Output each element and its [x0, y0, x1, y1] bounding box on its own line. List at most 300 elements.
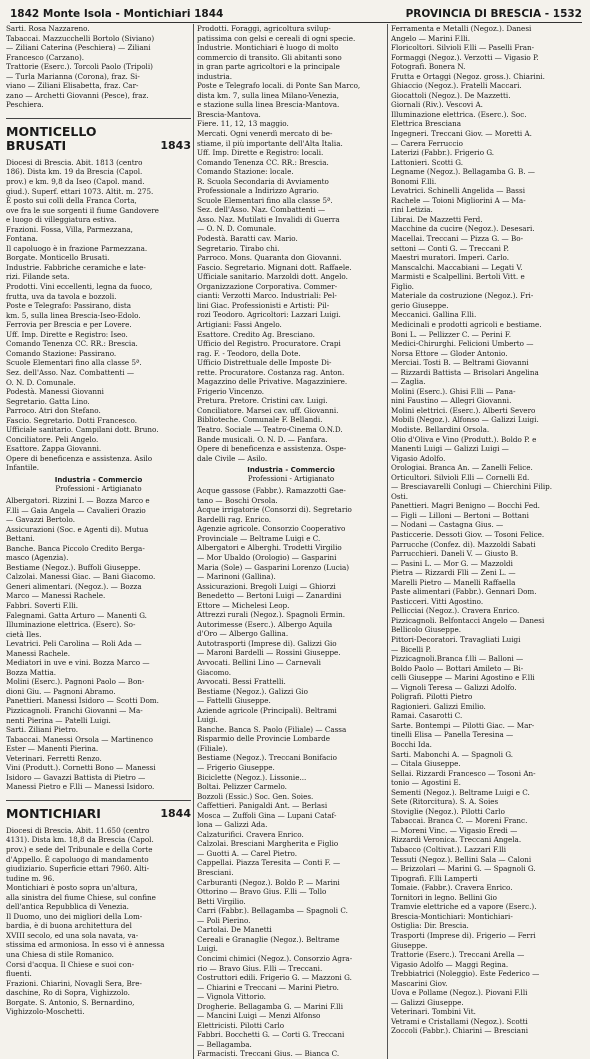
text-line: Orologiai. Branca An. — Zanelli Felice. [391, 463, 533, 473]
text-line: XVIII secolo, ed una sola navata, va- [6, 930, 139, 940]
monte-isola-tail [6, 24, 191, 110]
text-line: Panettieri. Manessi Isidoro — Scotti Dom. [6, 696, 159, 706]
section-heading: Industria - Commercio [247, 466, 335, 475]
text-line: Teatro. Sociale — Teatro-Cinema O.N.D. [197, 424, 343, 434]
text-line: Risparmio delle Provincie Lombarde [197, 734, 330, 744]
text-line: Frutta e Ortaggi (Negoz. gross.). Chiarini. [391, 71, 545, 81]
text-line: Esattore. Zappa Giovanni. [6, 444, 102, 454]
text-line: Luigi. [197, 715, 218, 725]
text-line: viano — Ziliani Elisabetta, fraz. Car- [6, 81, 139, 91]
text-line: Tabaccai. Mazzucchelli Bortolo (Siviano) [6, 33, 155, 43]
text-line: Marco — Manessi Rachele. [6, 591, 106, 601]
text-line: Borgate. Monticello Brusati. [6, 253, 110, 263]
text-line: giudiziario. Superficie ettari 7960. Alti- [6, 864, 150, 874]
text-line: Professionale a Indirizzo Agrario. [197, 186, 319, 196]
montichiari-description [6, 826, 191, 1017]
text-line: Olio d'Oliva e Vino (Produtt.). Boldo P. e [391, 434, 537, 444]
text-line: Tessuti (Negoz.). Bellini Sala — Caloni [391, 854, 532, 864]
text-line: Boltai. Pelizzer Carmelo. [197, 782, 287, 792]
text-line: Marmisti e Scalpellini. Bertoli Vitt. e [391, 272, 525, 282]
place-number: 1843 [160, 138, 191, 152]
text-line: Formaggi (Negoz.). Verzotti — Vigasio P. [391, 52, 539, 62]
text-line: R. Scuola Secondaria di Avviamento [197, 176, 329, 186]
text-line: Angelo — Marini F.lli. [391, 33, 470, 43]
text-line: Brescia-Mantova. [197, 109, 261, 119]
text-line: tinelli Elisa — Panella Teresina — [391, 730, 514, 740]
text-line: Conciliatore. Marsei cav. uff. Giovanni. [197, 405, 339, 415]
text-line: Molini elettrici. (Eserc.). Alberti Severo [391, 405, 536, 415]
text-line: giud.). Superf. ettari 1073. Altit. m. 275. [6, 186, 154, 196]
place-name: MONTICHIARI [6, 805, 101, 821]
text-line: dista km. 7, sulla linea Milano-Venezia, [197, 90, 339, 100]
text-line: Modiste. Bellardini Orsola. [391, 424, 490, 434]
text-line: Artigiani: Fassi Angelo. [197, 319, 282, 329]
text-line: Vigasio Adolfo — Maggi Regina. [391, 959, 509, 969]
text-line: rini Letizia. [391, 205, 433, 215]
text-line: — Bellagamba. [197, 1039, 252, 1049]
text-line: — Frigerio Giuseppe. [197, 763, 275, 773]
text-line: Prodotti. Vini eccellenti, legna da fuoco, [6, 282, 153, 292]
text-line: — Brizzolari — Marini G. — Spagnoli G. [391, 864, 536, 874]
text-line: Ingegneri. Treccani Giov. — Moretti A. [391, 129, 532, 139]
text-line: — Chiarini e Treccani — Marini Pietro. [197, 982, 339, 992]
text-line: Pasticceri. Vitti Agostino. [391, 596, 484, 606]
text-line: Medicinali e prodotti agricoli e bestiame. [391, 319, 542, 329]
text-line: Comando Stazione: locale. [197, 167, 294, 177]
text-line: 186). Dista km. 19 da Brescia (Capol. [6, 167, 143, 177]
text-line: Mosca — Zuffoli Gina — Lupani Cataf- [197, 810, 337, 820]
header-left: 1842 Monte Isola - Montichiari 1844 [10, 8, 224, 20]
text-line: Bellicolo Giuseppe. [391, 625, 462, 635]
text-line: stiame, il più importante dell'Alta Italia. [197, 138, 343, 148]
text-line: Mascarini Giov. [391, 978, 448, 988]
text-line: Ferrovia per Brescia e per Lovere. [6, 320, 132, 330]
text-line: Levatrici. Peli Carolina — Roli Ada — [6, 639, 142, 649]
text-line: Fascio. Segretario. Mignani dott. Raffaele. [197, 262, 352, 272]
text-line: lini Giac. Professionisti e Artisti: Pil- [197, 300, 330, 310]
text-line: Manscalchi. Maccabiani — Legati V. [391, 262, 523, 272]
text-line: Assicurazioni. Bregoli Luigi — Ghiorzi [197, 581, 336, 591]
text-line: Bestiame (Negoz.). Buffoli Giuseppe. [6, 562, 141, 572]
text-line: Meccanici. Gallina F.lli. [391, 310, 477, 320]
text-line: stissima ed armoniosa. In esso vi è annessa [6, 940, 165, 950]
text-line: Comando Tenenza CC. RR.: Brescia. [6, 339, 138, 349]
text-line: Rachele — Toioni Migliorini A — Ma- [391, 195, 526, 205]
text-line: Aziende agricole (Principali). Beltrami [197, 705, 337, 715]
text-line: Osti. [391, 491, 409, 501]
text-line: — Marinoni (Gallina). [197, 572, 276, 582]
text-line: Farmacisti. Treccani Gius. — Bianca C. [197, 1049, 340, 1059]
text-line: lona — Galizzi Ada. [197, 820, 268, 830]
text-line: Bestiame (Negoz.). Galizzi Gio [197, 686, 308, 696]
text-line: Corsi d'acqua. Il Chiese e suoi con- [6, 959, 135, 969]
text-line: Poste e Telegrafo locali. di Ponte San Marco, [197, 81, 361, 91]
text-line: una Chiesa di stile Romanico. [6, 950, 114, 960]
text-line: patissima con gelsi e cereali di ogni specie. [197, 33, 356, 43]
text-line: Poligrafi. Pilotti Pietro [391, 692, 473, 702]
text-line: Mercati. Ogni venerdì mercato di be- [197, 129, 333, 139]
text-line: tonio — Agostini E. [391, 778, 461, 788]
text-line: 4131). Dista km. 18,8 da Brescia (Capol. [6, 835, 154, 845]
text-line: Librai. De Mazzetti Ferd. [391, 214, 483, 224]
text-line: Bozza Mattia. [6, 667, 57, 677]
text-line: Tabaccai. Manessi Orsola — Martinenco [6, 734, 153, 744]
monticello-officials [6, 387, 191, 473]
text-line: Elettrica Bresciana [391, 119, 462, 129]
text-line: d'Oro — Albergo Gallina. [197, 629, 289, 639]
text-line: F.lli — Gaia Angela — Cavalieri Orazio [6, 505, 146, 515]
text-line: Poste e Telegrafo: Passirano, dista [6, 301, 132, 311]
place-name: MONTICELLO BRUSATI [6, 123, 97, 153]
text-line: Merciai. Tosti B. — Beltrami Giovanni [391, 358, 529, 368]
text-line: Pizzicagnoli.Branca f.lli — Balloni — [391, 654, 524, 664]
text-line: Bonomi F.lli. [391, 176, 437, 186]
text-line: Frazioni. Chiarini, Novagli Sera, Bre- [6, 978, 142, 988]
text-line: Bestiame (Negoz.). Treccani Bonifacio [197, 753, 337, 763]
text-line: Fontana. [6, 234, 38, 244]
text-line: Fiere. 11, 12, 13 maggio. [197, 119, 289, 129]
text-line: Biciclette (Negoz.). Lissonie... [197, 772, 307, 782]
text-line: Pasticcerie. Dessoti Giov. — Tosoni Felice. [391, 529, 545, 539]
text-line: — Vignoli Teresa — Galizzi Adolfo. [391, 682, 517, 692]
text-line: Parroco. Atri don Stefano. [6, 406, 101, 416]
section-heading: Industria - Commercio [54, 475, 143, 484]
text-line: — Ziliani Caterina (Peschiera) — Ziliani [6, 43, 151, 53]
text-line: Carburanti (Negoz.). Boldo P. — Marini [197, 877, 340, 887]
text-line: Brescia-Montichiari: Montichiari- [391, 911, 513, 921]
text-line: Tipografi. F.lli Lamperti [391, 873, 478, 883]
text-line: — O. N. D. Comunale. [197, 224, 277, 234]
text-line: Montichiari è posto sopra un'altura, [6, 883, 138, 893]
text-line: Betti Virgilio. [197, 896, 246, 906]
text-line: Biblioteche. Comunale F. Bellandi. [197, 415, 323, 425]
text-line: Segretario. Tirabo chi. [197, 243, 280, 253]
text-line: Bozzoli (Essic.) Soc. Gen. Soies. [197, 791, 314, 801]
text-line: Lattonieri. Scotti G. [391, 157, 464, 167]
text-line: rette. Procuratore. Costanza rag. Anton. [197, 367, 345, 377]
text-line: Ufficio del Registro. Procuratore. Crapi [197, 339, 341, 349]
text-line: Veterinari. Tombini Vit. [391, 1007, 476, 1017]
text-line: Uff. Imp. Dirette e Registro: locali. [197, 148, 324, 158]
text-line: Infantile. [6, 463, 40, 473]
text-line: Diocesi di Brescia. Abit. 11.650 (centro [6, 825, 150, 835]
text-line: Mediatori in uve e vini. Bozza Marco — [6, 658, 150, 668]
text-line: Isidoro — Gavazzi Battista di Pietro — [6, 772, 146, 782]
column-3 [391, 24, 584, 1059]
text-line: Il capoluogo è in frazione Parmezzana. [6, 243, 148, 253]
text-line: Asso. Naz. Mutilati e Invalidi di Guerra [197, 214, 340, 224]
text-line: Comando Tenenza CC. RR.: Brescia. [197, 157, 329, 167]
text-line: Levatrici. Schinelli Angelida — Bassi [391, 186, 525, 196]
text-line: Podestà. Baratti cav. Mario. [197, 234, 298, 244]
text-line: Albergatori. Rizzini I. — Bozza Marco e [6, 495, 150, 505]
text-line: Trasporti (Imprese di). Frigerio — Ferri [391, 930, 536, 940]
text-line: Provinciale — Beltrame Luigi e C. [197, 533, 321, 543]
text-line: — Galizzi Giuseppe. [391, 997, 464, 1007]
text-line: tudine m. 96. [6, 873, 55, 883]
montichiari-info [197, 24, 385, 463]
text-line: tano — Boschi Orsola. [197, 495, 278, 505]
text-line: — Bicelli P. [391, 644, 432, 654]
text-line: — Zaglia. [391, 377, 426, 387]
text-line: e luogo di villeggiatura estiva. [6, 215, 117, 225]
text-line: Sez. dell'Asso. Naz. Combattenti — [197, 205, 326, 215]
place-title-monticello-brusati [6, 118, 191, 153]
text-line: Rizzardi Veronica. Treccani Angela. [391, 835, 522, 845]
header-province: PROVINCIA DI BRESCIA [405, 8, 542, 20]
page-header [10, 6, 582, 23]
text-line: ove fra le sue sorgenti il fiume Gandovere [6, 205, 159, 215]
text-line: Fabbri. Bocchetti G. — Corti G. Treccani [197, 1030, 345, 1040]
text-line: — Poli Pierino. [197, 915, 251, 925]
text-line: — Guotti A. — Carel Pietro. [197, 848, 298, 858]
text-line: Opere di beneficenza e assistenza. Ospe- [197, 444, 347, 454]
text-line: Peschiera. [6, 100, 44, 110]
text-line: d'Appello. È capoluogo di mandamento [6, 854, 149, 864]
text-line: Pizzicagnoli. Belfontacci Angelo — Danesi [391, 615, 545, 625]
text-line: Industrie. Montichiari è luogo di molto [197, 43, 339, 53]
text-line: Avvocati. Bessi Frattelli. [197, 677, 286, 687]
text-line: Comando Stazione: Passirano. [6, 348, 117, 358]
text-line: fluenti. [6, 969, 32, 979]
text-line: Segretario. Gatta Lino. [6, 396, 90, 406]
text-line: Manessi Rachele. [6, 648, 71, 658]
text-line: Giacomo. [197, 667, 231, 677]
text-line: gerio Giuseppe. [391, 300, 449, 310]
text-line: Fabbri. Soverti F.lli. [6, 600, 79, 610]
text-line: Bettani. [6, 534, 35, 544]
text-line: Frazioni. Fossa, Villa, Parmezzana, [6, 224, 133, 234]
text-line: Giuseppe. [391, 940, 428, 950]
text-line: Parrucchieri. Daneli V. — Giusto B. [391, 549, 519, 559]
text-line: Bresciani. [197, 868, 234, 878]
text-line: Sarti. Mabonchi A. — Spagnoli G. [391, 749, 514, 759]
text-line: nenti Pierina — Patelli Luigi. [6, 715, 111, 725]
text-line: Ettore — Michelesi Leop. [197, 600, 290, 610]
text-line: Frigerio Vincenzo. [197, 386, 265, 396]
text-line: — Fattelli Giuseppe. [197, 696, 271, 706]
text-line: — Rizzardi Battista — Brisolari Angelina [391, 367, 539, 377]
text-line: Manessi Pietro e F.lli — Manessi Isidoro. [6, 782, 155, 792]
text-line: Illuminazione elettrica. (Eserc). So- [6, 620, 136, 630]
text-line: Trebbiatrici (Noleggio). Este Federico — [391, 969, 540, 979]
text-line: Luigi. [197, 944, 218, 954]
text-line: Boldo Paolo — Bottari Amileto — Bi- [391, 663, 524, 673]
section-subheading: Professioni - Artigianato [247, 475, 335, 484]
text-line: Francesco (Carzano). [6, 52, 85, 62]
text-line: (Filiale). [197, 743, 228, 753]
text-line: Esattore. Credito Ag. Bresciano. [197, 329, 315, 339]
text-line: — Moreni Vinc. — Vigasio Eredi — [391, 825, 518, 835]
text-line: Acque gassose (Fabbr.). Ramazzotti Gae- [197, 486, 346, 496]
text-line: — Turla Marianna (Corona), fraz. Si- [6, 71, 140, 81]
text-line: Conciliatore. Peli Angelo. [6, 434, 99, 444]
text-line: Ufficiale sanitario. Campilani dott. Bruno. [6, 425, 159, 435]
text-line: Pittori-Decoratori. Travagliati Luigi [391, 635, 521, 644]
text-line: Fotografi. Bonera N. [391, 62, 466, 72]
column-2 [197, 24, 385, 1059]
text-line: Magazzino delle Privative. Magazziniere. [197, 377, 348, 387]
text-line: Pizzicagnoli. Franchi Giovanni — Ma- [6, 706, 143, 715]
text-line: — Bresciavarelli Conlugi — Chierchini Filip. [391, 482, 553, 492]
text-line: Il Duomo, uno dei migliori della Lom- [6, 911, 143, 921]
text-line: Industrie. Fabbriche ceramiche e late- [6, 262, 146, 272]
text-line: — Maroni Bardelli — Rossini Giuseppe. [197, 648, 341, 658]
text-line: Illuminazione elettrica. (Eserc.). Soc. [391, 109, 527, 119]
place-title-montichiari [6, 800, 191, 821]
text-line: — Nodani — Castagna Gius. — [391, 520, 504, 530]
text-line: Opere di beneficenza e assistenza. Asilo [6, 453, 153, 463]
text-line: Cereali e Granaglie (Negoz.). Beltrame [197, 934, 340, 944]
column-1 [6, 24, 191, 1059]
text-line: in gran parte agricoltori e la principale [197, 62, 340, 72]
text-line: Veterinari. Ferretti Renzo. [6, 753, 102, 763]
text-line: Stoviglie (Negoz.). Pilotti Carlo [391, 806, 505, 816]
monticello-description [6, 158, 191, 387]
text-line: Macellai. Treccani — Pizza G. — Bo- [391, 234, 524, 244]
text-line: Bocchi Ida. [391, 740, 432, 750]
header-right [406, 8, 582, 20]
section-subheading: Professioni - Artigianato [55, 484, 142, 493]
place-number: 1844 [160, 806, 191, 820]
text-line: settoni — Conti G. — Treccani P. [391, 243, 509, 253]
text-line: Calzolai. Bresciani Margherita e Figlio [197, 839, 339, 849]
text-line: Laterizi (Fabbr.). Frigerio G. [391, 148, 495, 158]
text-line: Orticultori. Silvioli F.lli — Cornelli Ed. [391, 472, 530, 482]
text-line: Marelli Pietro — Manelli Raffaella [391, 577, 516, 587]
text-line: commercio di transito. Gli abitanti sono [197, 52, 342, 62]
text-line: Concimi chimici (Negoz.). Consorzio Agra- [197, 953, 353, 963]
text-line: Costruttori edili. Frigerio G. — Mazzoni G. [197, 973, 352, 983]
text-line: Assicurazioni (Soc. e Agenti di). Mutua [6, 524, 149, 534]
text-line: Ostiglia: Dir. Brescia. [391, 921, 469, 931]
text-line: Zoccoli (Fabbr.). Chiarini — Bresciani [391, 1026, 529, 1036]
text-line: km. 5, sulla linea Brescia-Iseo-Edolo. [6, 310, 141, 320]
text-line: Drogherie. Bellagamba G. — Marini F.lli [197, 1001, 344, 1011]
text-line: Podestà. Manessi Giovanni [6, 387, 104, 397]
text-line: Tornitori in legno. Bellini Gio [391, 892, 497, 902]
text-line: È posto sui colli della Franca Corta, [6, 196, 137, 206]
text-line: bardia, è di buona architettura del [6, 921, 132, 931]
text-line: — Mor Ubaldo (Orologio) — Gasparini [197, 552, 337, 562]
three-column-body [6, 24, 586, 1059]
text-line: O. N. D. Comunale. [6, 377, 76, 387]
text-line: Medici-Chirurghi. Felicioni Umberto — [391, 339, 534, 349]
text-line: Materiale da costruzione (Negoz.). Fri- [391, 291, 534, 301]
text-line: Molini (Eserc.). Pagnoni Paolo — Bon- [6, 677, 145, 687]
text-line: Ragionieri. Galizzi Emilio. [391, 701, 486, 711]
text-line: nini Faustino — Allegri Giovanni. [391, 396, 512, 406]
text-line: Caffettieri. Panigaldi Ant. — Berlasi [197, 801, 328, 811]
text-line: Banche. Banca Piccolo Credito Berga- [6, 543, 145, 553]
text-line: Vini (Produtt.). Cornetti Bono — Manessi [6, 763, 156, 773]
text-line: rozi Teodoro. Agricoltori: Lazzari Luigi. [197, 310, 341, 320]
text-line: cianti: Verzotti Marco. Industriali: Pel- [197, 291, 337, 301]
text-line: Tomaie. (Fabbr.). Cravera Enrico. [391, 883, 513, 893]
text-line: rizi. Filande seta. [6, 272, 70, 282]
text-line: zano — Archetti Giovanni (Pesce), fraz. [6, 90, 149, 100]
text-line: Tabaccai. Branca C. — Moreni Franc. [391, 816, 528, 826]
text-line: Tramvie elettriche ed a vapore (Eserc.). [391, 902, 537, 912]
text-line: Acque irrigatorie (Consorzi di). Segretario [197, 505, 352, 515]
text-line: — Mancini Luigi — Menzi Alfonso [197, 1011, 321, 1021]
text-line: Maestri muratori. Imperi. Carlo. [391, 253, 509, 263]
text-line: Sete (Ritorcitura). S. A. Soies [391, 797, 499, 807]
text-line: rio — Bravo Gius. F.lli — Treccani. [197, 963, 323, 973]
montichiari-trades-continued [391, 24, 584, 1036]
text-line: Carri (Fabbr.). Bellagamba — Spagnoli C. [197, 906, 348, 916]
text-line: Albergatori e Alberghi. Trodetti Virgilio [197, 543, 342, 553]
montichiari-trades [197, 486, 385, 1059]
text-line: Pellicciai (Negoz.). Cravera Enrico. [391, 606, 520, 616]
text-line: Diocesi di Brescia. Abit. 1813 (centro [6, 157, 143, 167]
text-line: Molini (Eserc.). Ghisi F.lli — Pana- [391, 386, 516, 396]
text-line: — Carera Ferruccio [391, 138, 463, 148]
text-line: Ufficio Distrettuale delle Imposte Di- [197, 358, 332, 368]
text-line: frutta, uva da tavola e bozzoli. [6, 291, 117, 301]
text-line: celli Giuseppe — Marini Agostino e F.lli [391, 673, 535, 683]
text-line: — Pasini L. — Mor G. — Mazzoldi [391, 558, 513, 568]
text-line: Pietra — Rizzardi Flli — Zeni L. — [391, 568, 516, 578]
text-line: Borgate. S. Antonio, S. Bernardino, [6, 997, 135, 1007]
text-line: dell'antica Repubblica di Venezia. [6, 902, 129, 912]
text-line: Cartolai. De Manetti [197, 925, 272, 935]
text-line: Sarti. Rosa Nazzareno. [6, 24, 90, 33]
text-line: Sellai. Rizzardi Francesco — Tosoni An- [391, 768, 536, 778]
text-line: Vetrami e Cristallami (Negoz.). Scotti [391, 1016, 528, 1026]
text-line: Boni L. — Pellizzer C. — Perini F. [391, 329, 511, 339]
text-line: Fascio. Segretario. Dotti Francesco. [6, 415, 137, 425]
text-line: — Gavazzi Bertolo. [6, 515, 75, 525]
text-line: Parroco. Mons. Quaranta don Giovanni. [197, 253, 342, 263]
text-line: Calzaturifici. Cravera Enrico. [197, 829, 304, 839]
text-line: Mobili (Negoz.). Alfonso — Galizzi Luigi. [391, 415, 539, 425]
text-line: Vigasio Adolfo. [391, 453, 446, 463]
text-line: Norsa Ettore — Gloder Antonio. [391, 348, 508, 358]
text-line: Panettieri. Magri Benigno — Bocchi Fed. [391, 501, 540, 511]
text-line: Prodotti. Foraggi, agricoltura svilup- [197, 24, 331, 33]
text-line: Trattorie (Eserc.). Treccani Arella — [391, 950, 525, 960]
text-line: Ghiaccio (Negoz.). Fratelli Maccari. [391, 81, 522, 91]
text-line: — Vignola Vittorio. [197, 992, 266, 1002]
text-line: cietà Iles. [6, 629, 42, 639]
text-line: Calzolai. Manessi Giac. — Bani Giacomo. [6, 572, 156, 582]
text-line: Scuole Elementari fino alla classe 5ª. [6, 358, 142, 368]
text-line: Paste alimentari (Fabbr.). Gennari Dom. [391, 587, 537, 597]
text-line: industria. [197, 71, 233, 81]
text-line: Manenti Luigi — Galizzi Luigi — [391, 444, 509, 454]
text-line: Legname (Negoz.). Bellagamba G. B. — [391, 167, 535, 177]
text-line: Macchine da cucire (Negoz.). Desesari. [391, 224, 535, 234]
text-line: dale Civile — Asilo. [197, 453, 268, 463]
text-line: Sez. dell'Asso. Naz. Combattenti — [6, 367, 135, 377]
text-line: Avvocati. Bellini Lino — Carnevali [197, 658, 321, 667]
text-line: Ramai. Casarotti C. [391, 711, 463, 721]
text-line: Sementi (Negoz.). Beltrame Luigi e C. [391, 787, 530, 797]
text-line: Scuole Elementari fino alla classe 5ª. [197, 195, 333, 205]
text-line: Autorimesse (Eserc.). Albergo Aquila [197, 619, 333, 629]
text-line: Sarti. Ziliani Pietro. [6, 725, 78, 735]
text-line: dioni Giu. — Pagnoni Abramo. [6, 686, 116, 696]
text-line: Ufficiale sanitario. Marzoldi dott. Angelo. [197, 272, 348, 282]
text-line: Parrucche (Confez. di). Mazzoldi Sabati [391, 539, 536, 549]
text-line: — Citala Giuseppe. [391, 759, 461, 769]
text-line: Sarte. Bontempi — Pilotti Giac. — Mar- [391, 720, 535, 730]
text-line: prov.) e sede del Tribunale e della Corte [6, 845, 153, 855]
text-line: Ferramenta e Metalli (Negoz.). Danesi [391, 24, 532, 33]
text-line: Maria (Sole) — Gasparini Lorenzo (Lucia) [197, 562, 350, 572]
text-line: daschine, Ro di Sopra, Vighizzolo. [6, 988, 130, 998]
